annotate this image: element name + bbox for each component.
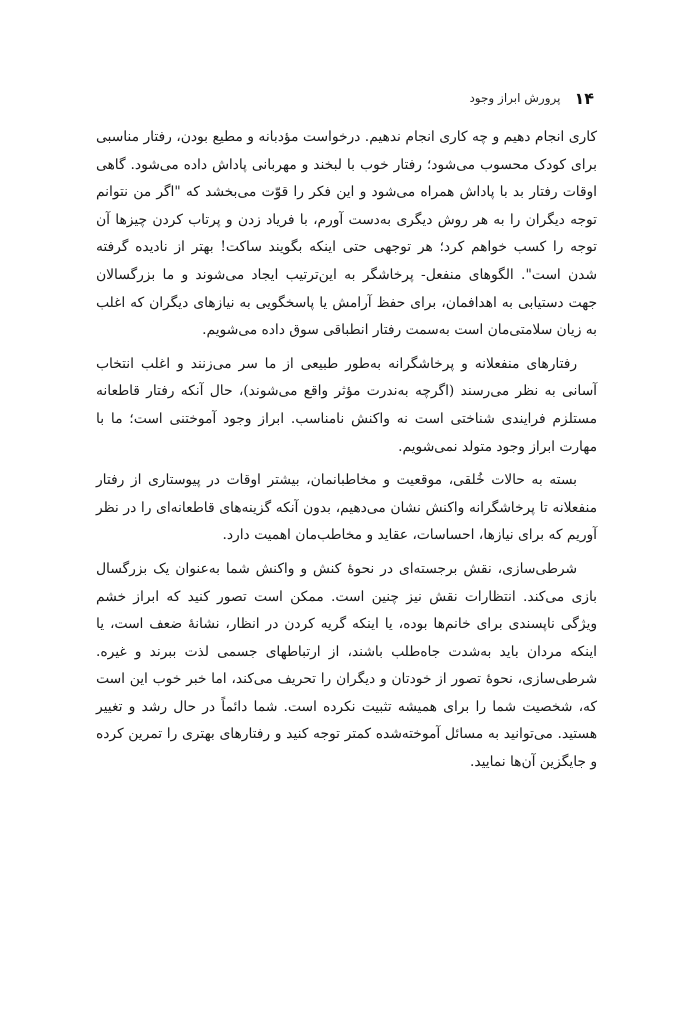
- body-text: [96, 124, 597, 783]
- paragraph: رفتارهای منفعلانه و پرخاشگرانه به‌طور طبیعی از ما سر می‌زنند و اغلب انتخاب آسانی به نظر می‌رسند (اگرچه به‌ندرت مؤثر واقع می‌شوند)، حال آنکه رفتار قاطعانه مستلزم فرایندی شناختی است نه واکنش نامناسب. ابراز وجود آموختنی است؛ ما با مهارت ابراز وجود متولد نمی‌شویم.: [96, 355, 597, 455]
- paragraph: بسته به حالات خُلقی، موقعیت و مخاطبانمان، بیشتر اوقات در پیوستاری از رفتار منفعلانه تا پرخاشگرانه واکنش نشان می‌دهیم، بدون آنکه گزینه‌های قاطعانه‌ای را در نظر آوریم که برای نیازها، احساسات، عقاید و مخاطب‌مان اهمیت دارد.: [96, 472, 597, 544]
- page-header: [95, 86, 594, 110]
- running-title: پرورش ابراز وجود: [469, 91, 561, 105]
- paragraph: کاری انجام دهیم و چه کاری انجام ندهیم. درخواست مؤدبانه و مطیع بودن، رفتار مناسبی برای کودک محسوب می‌شود؛ رفتار خوب با لبخند و مهربانی پاداش داده می‌شود. گاهی اوقات رفتار بد با پاداش همراه می‌شود و این فکر را قوّت می‌بخشد که "اگر من نتوانم توجه دیگران را به هر روش دیگری به‌دست آورم، با فریاد زدن و پرتاب کردن چیزها آن توجه را کسب خواهم کرد؛ هر توجهی حتی اینکه بگویند ساکت! بهتر از نادیده گرفته شدن است". الگوهای منفعل- پرخاشگر به این‌ترتیب ایجاد می‌شوند و ما بزرگسالان جهت دستیابی به اهدافمان، برای حفظ آرامش یا پاسخگویی به نیازهای دیگران که اغلب به زیان سلامتی‌مان است به‌سمت رفتار انطباقی سوق داده می‌شویم.: [96, 129, 597, 339]
- paragraph: شرطی‌سازی، نقش برجسته‌ای در نحوهٔ کنش و واکنش شما به‌عنوان یک بزرگسال بازی می‌کند. انتظارات نقش نیز چنین است. ممکن است تصور کنید که ابراز خشم ویژگی ناپسندی برای خانم‌ها بوده، یا اینکه گریه کردن در انظار، نشانهٔ ضعف است، یا اینکه مردان باید به‌شدت جاه‌طلب باشند، از ارتباطهای جسمی لذت ببرند و غیره. شرطی‌سازی، نحوهٔ تصور از خودتان و دیگران را تحریف می‌کند، اما خبر خوب این است که، شخصیت شما را برای همیشه تثبیت نکرده است. شما دائماً در حال رشد و تغییر هستید. می‌توانید به مسائل آموخته‌شده کمتر توجه کنید و رفتارهای بهتری را تمرین کرده و جایگزین آن‌ها نمایید.: [96, 560, 597, 771]
- page-number: ۱۴: [574, 88, 594, 108]
